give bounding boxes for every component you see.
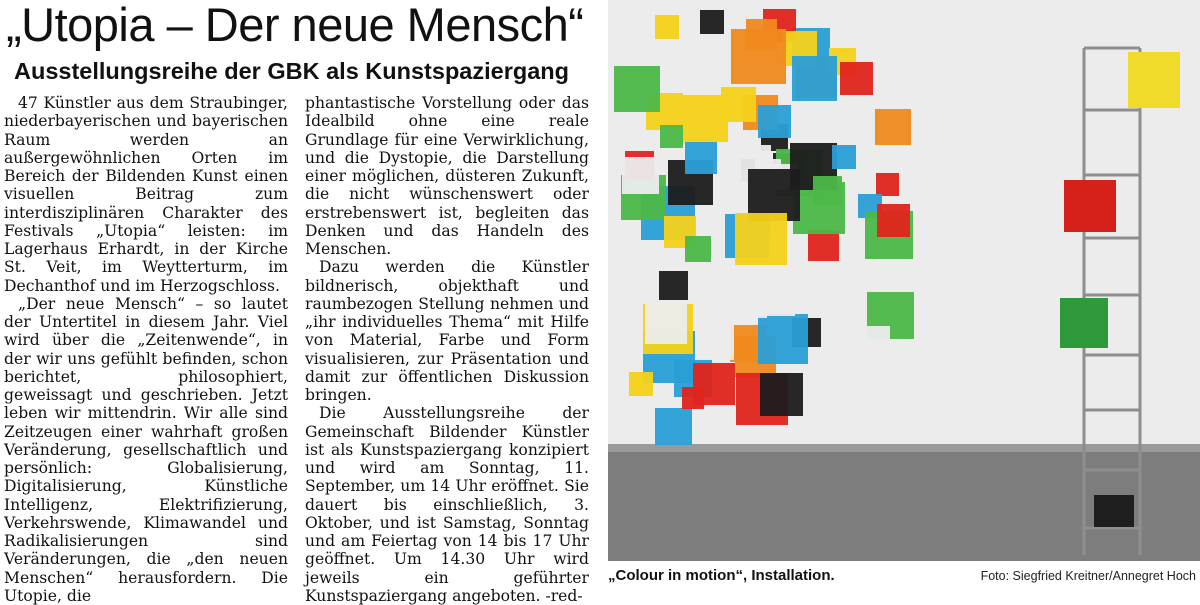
colour-panel: [735, 213, 787, 265]
tower-panel-red: [1064, 180, 1116, 232]
article-paragraph: phantastische Vorstellung oder das Idealbild ohne eine reale Grundlage für eine Verwirklichung, und die Dystopie, die Darstellung einer möglichen, düsteren Zukunft, die nicht wünschenswert oder erstrebenswert ist, begleiten das Denken und das Handeln des Menschen.: [305, 94, 589, 258]
article-column-1: [4, 94, 288, 605]
colour-panel: [721, 87, 756, 122]
colour-panel: [655, 408, 692, 445]
colour-panel: [877, 204, 910, 237]
installation-photo: [608, 0, 1200, 561]
colour-panel: [645, 302, 687, 344]
colour-panel: [876, 173, 899, 196]
colour-panel: [660, 125, 683, 148]
colour-panel: [655, 15, 679, 39]
article-paragraph: Die Ausstellungsreihe der Gemeinschaft Bildender Künstler ist als Kunstspaziergang konzipiert und wird am Sonntag, 11. September, um 14 Uhr eröffnet. Sie dauert bis einschließlich, 3. Oktober, und ist Samstag, Sonntag und am Feiertag von 14 bis 17 Uhr geöffnet. Um 14.30 Uhr wird jeweils ein geführter Kunstspaziergang angeboten. -red-: [305, 404, 589, 605]
photo-caption: „Colour in motion“, Installation.: [608, 567, 835, 584]
colour-panel: [659, 271, 688, 300]
colour-panel: [685, 236, 711, 262]
colour-panel: [700, 10, 724, 34]
tower-panel-yellow: [1128, 52, 1180, 108]
article-paragraph: 47 Künstler aus dem Straubinger, niederbayerischen und bayerischen Raum werden an außergewöhnlichen Orten im Bereich der Bildenden Kunst einen visuellen Beitrag zum interdisziplinären Charakter des Festivals „Utopia“ leisten: im Lagerhaus Erhardt, in der Kirche St. Veit, im Weytterturm, im Dechanthof und im Herzogschloss.: [4, 94, 288, 295]
colour-panel: [856, 326, 890, 360]
photo-credit: Foto: Siegfried Kreitner/Annegret Hoch: [980, 569, 1196, 583]
colour-panel: [685, 142, 717, 174]
colour-panel: [693, 363, 735, 405]
colour-panel: [622, 157, 659, 194]
colour-panel: [808, 230, 839, 261]
colour-panel: [813, 176, 842, 205]
colour-panel: [629, 372, 653, 396]
colour-panel: [758, 105, 791, 138]
installation-photo-illustration: [608, 0, 1200, 561]
colour-panel: [758, 314, 808, 364]
colour-panel: [747, 268, 795, 316]
colour-panel: [614, 66, 660, 112]
colour-panel: [731, 29, 786, 84]
article-paragraph: „Der neue Mensch“ – so lautet der Untertitel in diesem Jahr. Viel wird über die „Zeitenwende“, in der wir uns gefühlt befinden, schon berichtet, philosophiert, geweissagt und geschrieben. Jetzt leben wir mittendrin. Wir alle sind Zeitzeugen einer wahrhaft großen Veränderung, gesellschaftlich und persönlich: Globalisierung, Digitalisierung, Künstliche Intelligenz, Elektrifizierung, Verkehrswende, Klimawandel und Radikalisierungen sind Veränderungen, die „den neuen Menschen“ herausfordern. Die Utopie, die: [4, 294, 288, 605]
colour-panel: [681, 95, 728, 142]
colour-panel: [832, 145, 856, 169]
floor-edge: [608, 444, 1200, 452]
colour-panel: [840, 62, 873, 95]
tower-panel-black: [1094, 495, 1134, 527]
article-paragraph: Dazu werden die Künstler bildnerisch, objekthaft und raumbezogen Stellung nehmen und „ihr individuelles Thema“ mit Hilfe von Material, Farbe und Form visualisieren, zur Präsentation und damit zur öffentlichen Diskussion bringen.: [305, 258, 589, 404]
article-column-2: [305, 94, 589, 605]
tower-panel-green: [1060, 298, 1108, 348]
colour-panel: [875, 109, 911, 145]
article-subheadline: Ausstellungsreihe der GBK als Kunstspaziergang: [14, 58, 569, 84]
colour-panel: [792, 56, 837, 101]
colour-panel: [760, 373, 803, 416]
article-headline: „Utopia – Der neue Mensch“: [6, 0, 584, 51]
